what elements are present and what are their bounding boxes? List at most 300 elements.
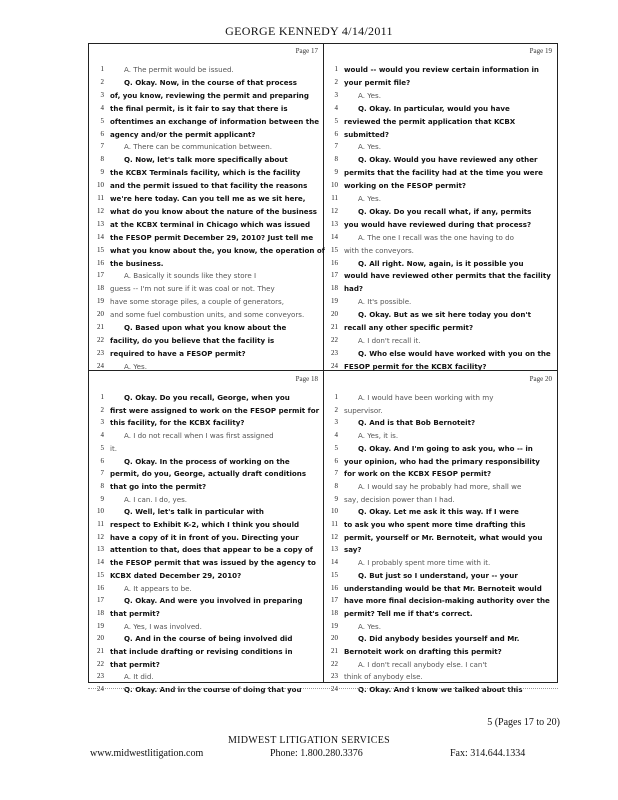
line-number: 9 xyxy=(334,494,338,503)
line-text: recall any other specific permit? xyxy=(344,323,474,332)
line-text: A. Yes, it is. xyxy=(358,431,399,441)
line-number: 18 xyxy=(97,284,104,293)
line-text: the KCBX Terminals facility, which is the facility xyxy=(110,168,301,178)
line-number: 18 xyxy=(331,284,338,293)
transcript-line xyxy=(326,543,556,556)
transcript-line xyxy=(326,308,556,321)
line-text: at the KCBX terminal in Chicago which was issued xyxy=(110,219,311,229)
transcript-line xyxy=(92,480,322,493)
line-text: KCBX dated December 29, 2010? xyxy=(110,570,242,580)
line-text: A. It did. xyxy=(124,672,154,682)
line-text: Q. Okay. And in the course of doing that you xyxy=(124,685,302,695)
transcript-line xyxy=(326,76,556,89)
line-number: 1 xyxy=(100,65,104,73)
transcript-line xyxy=(92,321,322,334)
line-number: 22 xyxy=(97,335,104,344)
line-number: 4 xyxy=(100,431,104,440)
transcript-line xyxy=(326,115,556,128)
line-number: 19 xyxy=(331,621,338,630)
transcript-line xyxy=(326,89,556,102)
line-number: 3 xyxy=(334,418,338,427)
line-number: 22 xyxy=(331,659,338,668)
line-text: would have reviewed other permits that the facility xyxy=(344,271,551,281)
line-text: Q. But just so I understand, your -- your xyxy=(358,570,518,580)
line-number: 15 xyxy=(331,245,338,254)
line-number: 3 xyxy=(100,418,104,427)
line-number: 14 xyxy=(97,558,104,567)
line-text: permit? Tell me if that's correct. xyxy=(344,608,473,618)
company-website: www.midwestlitigation.com xyxy=(90,748,204,759)
line-text: A. I can. I do, yes. xyxy=(124,494,188,504)
line-text: the FESOP permit that was issued by the agency to xyxy=(110,558,316,568)
line-number: 20 xyxy=(331,634,338,643)
transcript-line xyxy=(326,128,556,141)
transcript-line xyxy=(326,569,556,582)
transcript-line xyxy=(326,594,556,607)
line-number: 16 xyxy=(97,583,104,592)
line-number: 14 xyxy=(331,232,338,241)
line-number: 3 xyxy=(334,90,338,99)
line-text: Bernoteit work on drafting this permit? xyxy=(344,647,502,656)
line-text: Q. Well, let's talk in particular with xyxy=(124,507,264,517)
transcript-line xyxy=(92,205,322,218)
line-text: A. The one I recall was the one having to do xyxy=(358,232,514,242)
transcript-line xyxy=(92,231,322,244)
line-text: A. Yes. xyxy=(358,621,381,631)
line-text: Q. Okay. Do you recall what, if any, permits xyxy=(358,206,532,216)
line-text: have more final decision-making authority over the xyxy=(344,596,550,606)
line-number: 2 xyxy=(334,77,338,86)
line-text: the FESOP permit December 29, 2010? Just tell me xyxy=(110,232,314,242)
transcript-line xyxy=(92,569,322,582)
transcript-line xyxy=(92,467,322,480)
line-text: Q. Okay. Do you recall, George, when you xyxy=(124,393,290,402)
line-text: submitted? xyxy=(344,129,389,139)
transcript-line xyxy=(92,582,322,595)
transcript-line xyxy=(326,102,556,115)
line-number: 8 xyxy=(334,155,338,164)
line-number: 12 xyxy=(331,532,338,541)
line-number: 17 xyxy=(97,271,104,280)
transcript-line xyxy=(92,518,322,531)
company-name: MIDWEST LITIGATION SERVICES xyxy=(227,735,391,746)
line-text: A. It's possible. xyxy=(358,297,412,307)
transcript-line xyxy=(92,89,322,102)
transcript-line xyxy=(326,347,556,360)
line-text: you would have reviewed during that process? xyxy=(344,219,532,229)
transcript-line xyxy=(92,442,322,455)
line-number: 12 xyxy=(97,206,104,215)
line-text: Q. Okay. And were you involved in preparing xyxy=(124,596,303,606)
transcript-line xyxy=(326,360,556,373)
transcript-line xyxy=(92,244,325,257)
line-text: reviewed the permit application that KCBX xyxy=(344,116,516,126)
transcript-line xyxy=(326,582,556,595)
page-number-label: Page 20 xyxy=(529,375,552,383)
line-number: 5 xyxy=(334,443,338,452)
line-number: 12 xyxy=(97,532,104,541)
line-text: permit, yourself or Mr. Bernoteit, what would you xyxy=(344,532,543,542)
line-text: your opinion, who had the primary responsibility xyxy=(344,456,540,466)
line-number: 13 xyxy=(331,219,338,228)
line-text: that permit? xyxy=(110,659,160,669)
line-number: 16 xyxy=(331,583,338,592)
line-text: it. xyxy=(110,443,118,453)
line-number: 17 xyxy=(331,596,338,605)
transcript-line xyxy=(92,683,322,696)
line-number: 10 xyxy=(331,507,338,516)
transcript-line xyxy=(326,683,556,696)
company-phone: Phone: 1.800.280.3376 xyxy=(270,748,363,759)
transcript-line xyxy=(326,455,556,468)
page-number-label: Page 18 xyxy=(295,375,318,383)
line-number: 1 xyxy=(100,393,104,401)
transcript-line xyxy=(326,257,556,270)
line-number: 17 xyxy=(331,271,338,280)
line-number: 11 xyxy=(331,194,338,202)
transcript-line xyxy=(326,244,556,257)
line-text: Q. All right. Now, again, is it possible you xyxy=(358,258,524,268)
line-number: 15 xyxy=(97,245,104,254)
line-text: Q. And in the course of being involved did xyxy=(124,634,293,644)
line-text: A. Yes, I was involved. xyxy=(124,621,202,631)
line-text: say? xyxy=(344,545,362,555)
transcript-line xyxy=(326,480,556,493)
transcript-line xyxy=(326,140,556,153)
line-number: 11 xyxy=(97,520,104,528)
transcript-line xyxy=(326,231,556,244)
transcript-line xyxy=(92,115,322,128)
transcript-line xyxy=(92,594,322,607)
transcript-line xyxy=(92,334,322,347)
line-number: 21 xyxy=(97,323,104,331)
transcript-line xyxy=(92,543,322,556)
line-text: A. It appears to be. xyxy=(124,583,192,593)
transcript-line xyxy=(326,518,556,531)
transcript-line xyxy=(92,308,322,321)
line-text: first were assigned to work on the FESOP permit for xyxy=(110,405,320,415)
line-number: 24 xyxy=(331,685,338,694)
transcript-line xyxy=(326,632,556,645)
transcript-line xyxy=(326,467,556,480)
line-text: Q. Based upon what you know about the xyxy=(124,323,287,332)
transcript-line xyxy=(92,347,322,360)
line-number: 10 xyxy=(97,181,104,190)
transcript-line xyxy=(92,218,322,231)
line-text: A. Yes. xyxy=(358,90,381,100)
line-number: 18 xyxy=(331,608,338,617)
line-number: 7 xyxy=(100,469,104,478)
line-text: agency and/or the permit applicant? xyxy=(110,129,256,139)
line-number: 16 xyxy=(331,258,338,267)
line-number: 5 xyxy=(100,116,104,125)
line-text: Q. Okay. But as we sit here today you don't xyxy=(358,310,532,320)
line-number: 14 xyxy=(331,558,338,567)
line-text: and some fuel combustion units, and some conveyors. xyxy=(110,310,305,320)
transcript-line xyxy=(326,166,556,179)
line-text: for work on the KCBX FESOP permit? xyxy=(344,469,492,479)
transcript-line xyxy=(326,556,556,569)
line-text: working on the FESOP permit? xyxy=(344,181,467,191)
transcript-line xyxy=(326,391,556,404)
transcript-page-17 xyxy=(92,47,325,371)
line-number: 4 xyxy=(334,431,338,440)
transcript-line xyxy=(92,416,322,429)
line-text: understanding would be that Mr. Bernoteit would xyxy=(344,583,542,593)
transcript-line xyxy=(92,404,322,417)
line-number: 19 xyxy=(331,297,338,306)
transcript-line xyxy=(92,179,322,192)
page-number-label: Page 19 xyxy=(529,47,552,55)
transcript-line xyxy=(326,607,556,620)
line-number: 8 xyxy=(100,155,104,164)
transcript-line xyxy=(92,493,322,506)
transcript-line xyxy=(326,334,556,347)
line-number: 19 xyxy=(97,621,104,630)
line-text: what you know about the, you know, the operation of xyxy=(110,245,325,255)
line-number: 6 xyxy=(100,456,104,465)
transcript-line xyxy=(92,295,322,308)
line-number: 5 xyxy=(100,443,104,452)
line-number: 4 xyxy=(334,103,338,112)
line-text: Q. Who else would have worked with you on the xyxy=(358,348,551,358)
transcript-line xyxy=(92,269,322,282)
line-text: with the conveyors. xyxy=(344,245,414,255)
line-number: 23 xyxy=(331,348,338,357)
line-text: Q. Okay. In the process of working on the xyxy=(124,456,290,466)
line-number: 2 xyxy=(100,77,104,86)
transcript-line xyxy=(92,192,322,205)
line-number: 9 xyxy=(100,494,104,503)
line-text: guess -- I'm not sure if it was coal or not. They xyxy=(110,284,275,294)
line-text: A. Basically it sounds like they store I xyxy=(124,271,257,281)
line-number: 21 xyxy=(97,647,104,655)
line-text: think of anybody else. xyxy=(344,672,423,682)
line-text: Q. And is that Bob Bernoteit? xyxy=(358,418,476,428)
transcript-line xyxy=(92,360,322,373)
line-text: that go into the permit? xyxy=(110,481,207,491)
line-number: 8 xyxy=(100,481,104,490)
transcript-line xyxy=(326,416,556,429)
page-number-label: Page 17 xyxy=(295,47,318,55)
line-number: 6 xyxy=(334,129,338,138)
transcript-line xyxy=(326,645,556,658)
transcript-line xyxy=(326,404,556,417)
transcript-line xyxy=(326,321,556,334)
transcript-page-19 xyxy=(326,47,556,371)
transcript-line xyxy=(326,205,556,218)
line-text: that include drafting or revising conditions in xyxy=(110,647,293,656)
line-text: Q. Okay. Now, in the course of that process xyxy=(124,77,297,87)
line-text: A. I probably spent more time with it. xyxy=(358,558,491,568)
line-text: this facility, for the KCBX facility? xyxy=(110,418,245,428)
line-text: and the permit issued to that facility the reasons xyxy=(110,181,308,191)
line-number: 21 xyxy=(331,647,338,655)
transcript-line xyxy=(92,531,322,544)
transcript-line xyxy=(326,63,556,76)
line-number: 7 xyxy=(334,142,338,151)
line-number: 11 xyxy=(97,194,104,202)
line-number: 18 xyxy=(97,608,104,617)
line-number: 23 xyxy=(331,672,338,681)
line-text: A. Yes. xyxy=(358,142,381,152)
transcript-line xyxy=(92,166,322,179)
line-number: 22 xyxy=(97,659,104,668)
transcript-line xyxy=(326,218,556,231)
transcript-line xyxy=(326,179,556,192)
transcript-line xyxy=(326,505,556,518)
transcript-line xyxy=(326,620,556,633)
transcript-line xyxy=(326,658,556,671)
transcript-line xyxy=(326,493,556,506)
transcript-line xyxy=(92,140,322,153)
line-text: the final permit, is it fair to say that there is xyxy=(110,103,288,113)
line-number: 8 xyxy=(334,481,338,490)
transcript-line xyxy=(92,429,322,442)
line-number: 22 xyxy=(331,335,338,344)
transcript-line xyxy=(92,76,322,89)
transcript-line xyxy=(92,257,322,270)
line-number: 9 xyxy=(100,168,104,177)
line-text: respect to Exhibit K-2, which I think you should xyxy=(110,520,300,529)
line-text: permits that the facility had at the time you were xyxy=(344,168,543,178)
line-number: 20 xyxy=(97,634,104,643)
transcript-line xyxy=(92,505,322,518)
line-text: the business. xyxy=(110,258,164,268)
line-text: A. I do not recall when I was first assigned xyxy=(124,431,274,441)
line-text: A. There can be communication between. xyxy=(124,142,272,152)
transcript-line xyxy=(92,620,322,633)
transcript-line xyxy=(92,153,322,166)
line-number: 19 xyxy=(97,297,104,306)
line-number: 21 xyxy=(331,323,338,331)
line-text: Q. Okay. And I know we talked about this xyxy=(358,685,523,695)
line-text: what do you know about the nature of the business xyxy=(110,206,318,216)
page-header-title: GEORGE KENNEDY 4/14/2011 xyxy=(225,24,393,38)
transcript-line xyxy=(92,645,322,658)
line-number: 3 xyxy=(100,90,104,99)
line-number: 2 xyxy=(334,405,338,414)
line-number: 24 xyxy=(331,361,338,370)
line-text: Q. Okay. Let me ask it this way. If I were xyxy=(358,507,519,517)
line-text: your permit file? xyxy=(344,77,411,87)
line-number: 5 xyxy=(334,116,338,125)
line-number: 16 xyxy=(97,258,104,267)
line-text: say, decision power than I had. xyxy=(344,494,455,504)
line-number: 2 xyxy=(100,405,104,414)
line-number: 7 xyxy=(334,469,338,478)
transcript-line xyxy=(92,455,322,468)
line-text: of, you know, reviewing the permit and preparing xyxy=(110,90,309,100)
line-text: have a copy of it in front of you. Directing your xyxy=(110,532,299,542)
line-text: had? xyxy=(344,284,364,294)
line-number: 14 xyxy=(97,232,104,241)
line-text: attention to that, does that appear to be a copy of xyxy=(110,545,313,555)
transcript-line xyxy=(326,670,556,683)
transcript-line xyxy=(92,632,322,645)
line-text: to ask you who spent more time drafting this xyxy=(344,520,526,529)
line-number: 10 xyxy=(97,507,104,516)
line-text: A. The permit would be issued. xyxy=(124,65,234,74)
line-number: 6 xyxy=(334,456,338,465)
transcript-line xyxy=(92,670,322,683)
line-number: 7 xyxy=(100,142,104,151)
line-text: permit, do you, George, actually draft conditions xyxy=(110,469,307,479)
transcript-line xyxy=(326,531,556,544)
line-text: A. I would say he probably had more, shall we xyxy=(358,481,522,491)
page-range-label: 5 (Pages 17 to 20) xyxy=(487,717,560,728)
transcript-line xyxy=(92,658,322,671)
line-number: 24 xyxy=(97,361,104,370)
line-number: 15 xyxy=(331,570,338,579)
line-text: Q. Okay. Would you have reviewed any other xyxy=(358,155,538,165)
line-number: 23 xyxy=(97,672,104,681)
page-edge-mark xyxy=(88,688,558,689)
line-text: would -- would you review certain information in xyxy=(344,65,539,74)
line-number: 13 xyxy=(97,545,104,554)
line-text: oftentimes an exchange of information between the xyxy=(110,116,320,126)
line-text: we're here today. Can you tell me as we sit here, xyxy=(110,194,306,203)
transcript-line xyxy=(326,295,556,308)
line-number: 10 xyxy=(331,181,338,190)
transcript-page-18 xyxy=(92,375,322,695)
line-number: 23 xyxy=(97,348,104,357)
line-number: 20 xyxy=(331,310,338,319)
line-number: 9 xyxy=(334,168,338,177)
company-fax: Fax: 314.644.1334 xyxy=(450,748,526,759)
line-text: supervisor. xyxy=(344,405,383,415)
transcript-line xyxy=(326,192,556,205)
line-number: 20 xyxy=(97,310,104,319)
line-text: A. I don't recall it. xyxy=(358,335,421,345)
line-number: 11 xyxy=(331,520,338,528)
line-text: that permit? xyxy=(110,608,160,618)
line-number: 24 xyxy=(97,685,104,694)
line-text: A. I don't recall anybody else. I can't xyxy=(358,659,488,669)
line-number: 12 xyxy=(331,206,338,215)
transcript-line xyxy=(92,556,322,569)
line-text: facility, do you believe that the facility is xyxy=(110,335,275,345)
line-text: Q. Did anybody besides yourself and Mr. xyxy=(358,634,520,644)
transcript-line xyxy=(326,282,556,295)
line-text: have some storage piles, a couple of generators, xyxy=(110,297,284,307)
line-number: 1 xyxy=(334,393,338,401)
line-text: Q. Okay. And I'm going to ask you, who -- in xyxy=(358,443,533,453)
transcript-line xyxy=(92,63,322,76)
transcript-line xyxy=(326,269,556,282)
line-number: 13 xyxy=(331,545,338,554)
line-text: A. I would have been working with my xyxy=(358,393,494,402)
line-text: A. Yes. xyxy=(124,361,147,371)
line-number: 6 xyxy=(100,129,104,138)
transcript-line xyxy=(92,391,322,404)
transcript-page-20 xyxy=(326,375,556,695)
line-text: A. Yes. xyxy=(358,194,381,203)
transcript-line xyxy=(92,607,322,620)
line-number: 17 xyxy=(97,596,104,605)
line-number: 15 xyxy=(97,570,104,579)
transcript-line xyxy=(92,128,322,141)
transcript-line xyxy=(326,153,556,166)
line-text: Q. Now, let's talk more specifically about xyxy=(124,155,288,165)
transcript-line xyxy=(326,429,556,442)
line-number: 4 xyxy=(100,103,104,112)
transcript-line xyxy=(92,102,322,115)
line-text: required to have a FESOP permit? xyxy=(110,348,246,358)
line-number: 1 xyxy=(334,65,338,73)
transcript-line xyxy=(92,282,322,295)
line-text: FESOP permit for the KCBX facility? xyxy=(344,361,487,371)
